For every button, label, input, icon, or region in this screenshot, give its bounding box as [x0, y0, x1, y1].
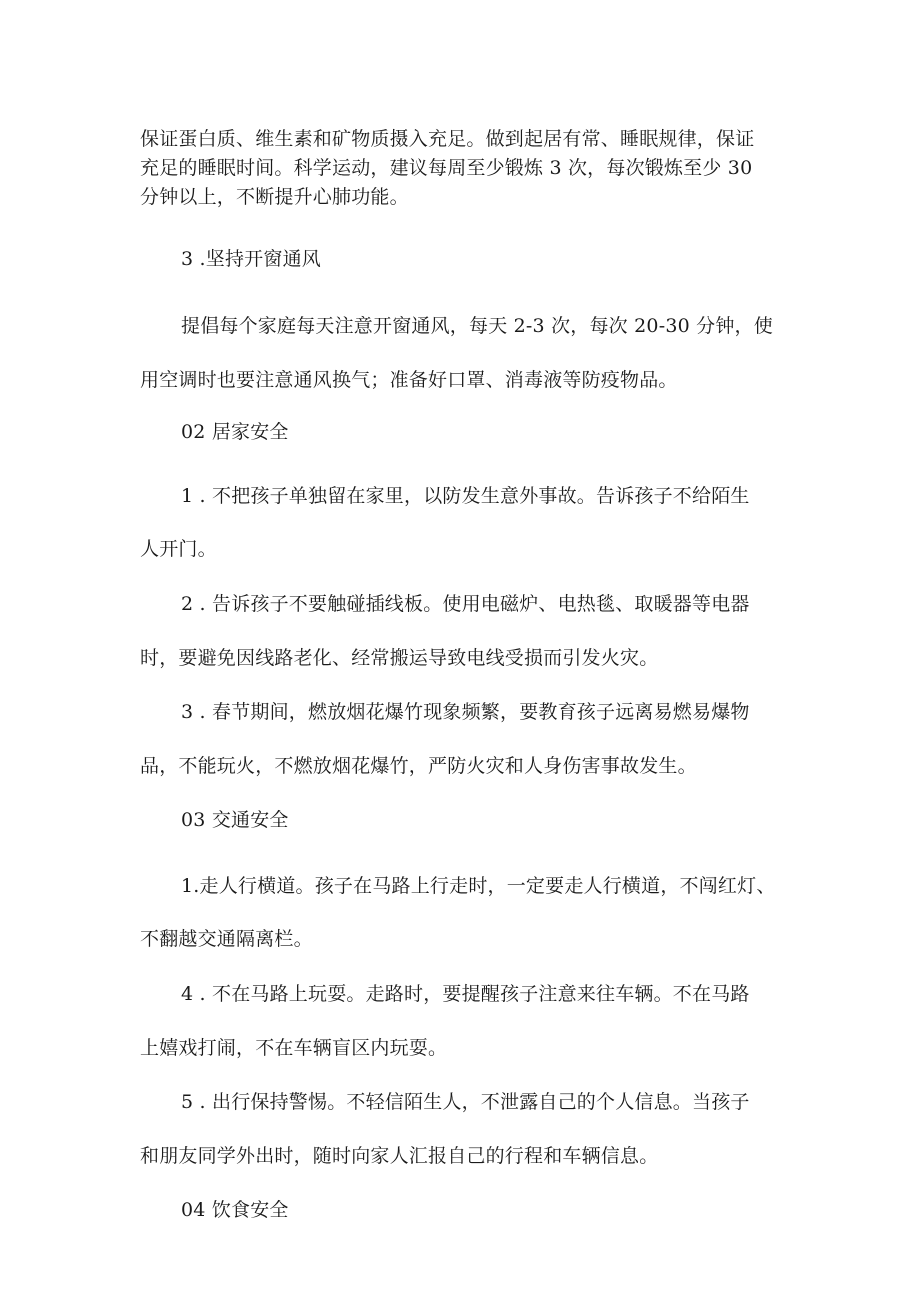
home-safety-heading: 02 居家安全	[181, 421, 289, 443]
home-item-2-line-1: 2 . 告诉孩子不要触碰插线板。使用电磁炉、电热毯、取暖器等电器	[181, 593, 750, 615]
home-item-3-line-2: 品，不能玩火，不燃放烟花爆竹，严防火灾和人身伤害事故发生。	[140, 755, 697, 777]
intro-line-1: 保证蛋白质、维生素和矿物质摄入充足。做到起居有常、睡眠规律，保证	[140, 128, 755, 150]
traffic-safety-heading: 03 交通安全	[181, 809, 289, 831]
home-item-1-line-2: 人开门。	[140, 538, 217, 560]
traffic-item-5-line-1: 5 . 出行保持警惕。不轻信陌生人，不泄露自己的个人信息。当孩子	[181, 1091, 750, 1113]
ventilation-heading: 3 .坚持开窗通风	[181, 248, 321, 270]
intro-line-2: 充足的睡眠时间。科学运动，建议每周至少锻炼 3 次，每次锻炼至少 30	[140, 157, 753, 179]
traffic-item-4-line-1: 4 . 不在马路上玩耍。走路时，要提醒孩子注意来往车辆。不在马路	[181, 983, 750, 1005]
traffic-item-1-line-2: 不翻越交通隔离栏。	[140, 928, 313, 950]
home-item-1-line-1: 1 . 不把孩子单独留在家里，以防发生意外事故。告诉孩子不给陌生	[181, 485, 750, 507]
traffic-item-4-line-2: 上嬉戏打闹，不在车辆盲区内玩耍。	[140, 1037, 448, 1059]
home-item-3-line-1: 3 . 春节期间，燃放烟花爆竹现象频繁，要教育孩子远离易燃易爆物	[181, 701, 750, 723]
traffic-item-1-line-1: 1.走人行横道。孩子在马路上行走时，一定要走人行横道，不闯红灯、	[181, 875, 776, 897]
ventilation-line-2: 用空调时也要注意通风换气；准备好口罩、消毒液等防疫物品。	[140, 369, 678, 391]
ventilation-line-1: 提倡每个家庭每天注意开窗通风，每天 2-3 次，每次 20-30 分钟，使	[181, 315, 773, 337]
home-item-2-line-2: 时，要避免因线路老化、经常搬运导致电线受损而引发火灾。	[140, 647, 659, 669]
food-safety-heading: 04 饮食安全	[181, 1199, 289, 1221]
traffic-item-5-line-2: 和朋友同学外出时，随时向家人汇报自己的行程和车辆信息。	[140, 1145, 659, 1167]
intro-line-3: 分钟以上，不断提升心肺功能。	[140, 186, 409, 208]
